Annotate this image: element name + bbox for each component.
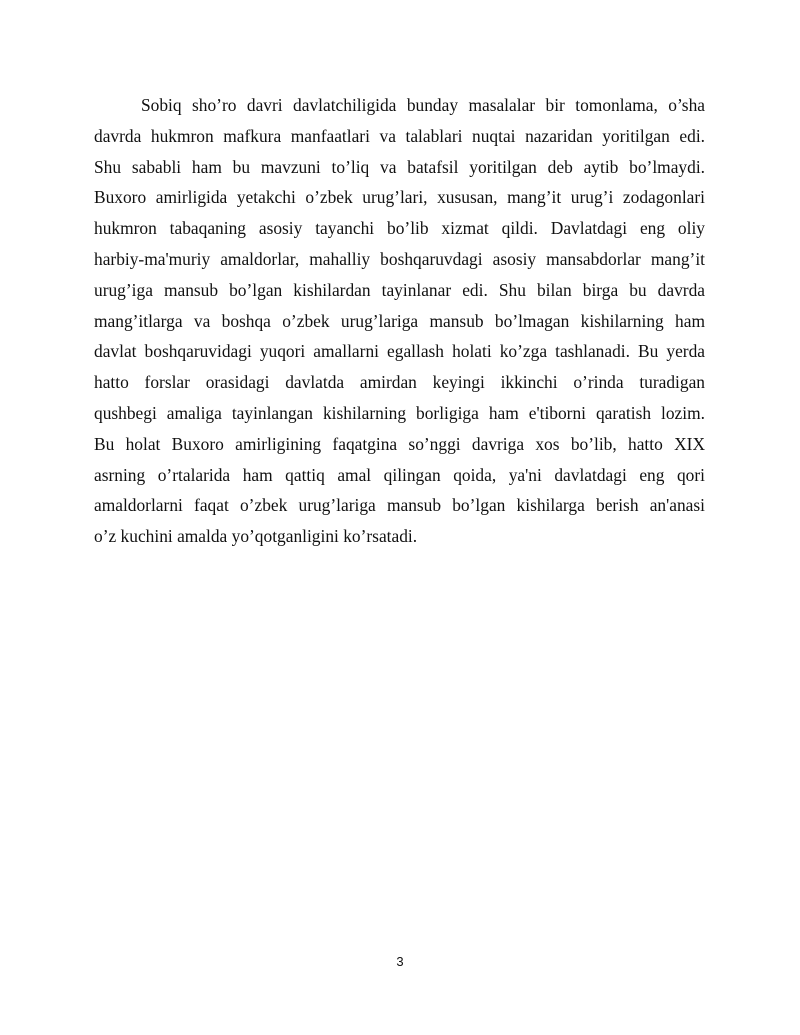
paragraph-line: qushbegi amaliga tayinlangan kishilarning borligiga ham e'tiborni qaratish lozim. bbox=[94, 402, 705, 423]
page-number: 3 bbox=[396, 954, 404, 969]
paragraph-line: Bu holat Buxoro amirligining faqatgina so’nggi davriga xos bo’lib, hatto XIX bbox=[94, 433, 705, 454]
paragraph-line: davrda hukmron mafkura manfaatlari va talablari nuqtai nazaridan yoritilgan edi. bbox=[94, 125, 705, 146]
paragraph-line: hatto forslar orasidagi davlatda amirdan keyingi ikkinchi o’rinda turadigan bbox=[94, 372, 705, 393]
paragraph-line: Sobiq sho’ro davri davlatchiligida bunday masalalar bir tomonlama, o’sha bbox=[141, 95, 705, 115]
body-paragraph bbox=[94, 90, 705, 552]
paragraph-line: asrning o’rtalarida ham qattiq amal qilingan qoida, ya'ni davlatdagi eng qori bbox=[94, 464, 705, 485]
paragraph-line: mang’itlarga va boshqa o’zbek urug’lariga mansub bo’lmagan kishilarning ham bbox=[94, 310, 705, 331]
paragraph-line: harbiy-ma'muriy amaldorlar, mahalliy boshqaruvdagi asosiy mansabdorlar mang’it bbox=[94, 248, 705, 269]
paragraph-line: Shu sababli ham bu mavzuni to’liq va batafsil yoritilgan deb aytib bo’lmaydi. bbox=[94, 156, 705, 177]
paragraph-line: o’z kuchini amalda yo’qotganligini ko’rsatadi. bbox=[94, 526, 418, 547]
paragraph-line: urug’iga mansub bo’lgan kishilardan tayinlanar edi. Shu bilan birga bu davrda bbox=[94, 279, 705, 300]
paragraph-line: hukmron tabaqaning asosiy tayanchi bo’lib xizmat qildi. Davlatdagi eng oliy bbox=[94, 218, 705, 239]
paragraph-line: amaldorlarni faqat o’zbek urug’lariga mansub bo’lgan kishilarga berish an'anasi bbox=[94, 495, 705, 516]
paragraph-line: davlat boshqaruvidagi yuqori amallarni egallash holati ko’zga tashlanadi. Bu yerda bbox=[94, 341, 705, 362]
paragraph-line: Buxoro amirligida yetakchi o’zbek urug’lari, xususan, mang’it urug’i zodagonlari bbox=[94, 187, 705, 208]
